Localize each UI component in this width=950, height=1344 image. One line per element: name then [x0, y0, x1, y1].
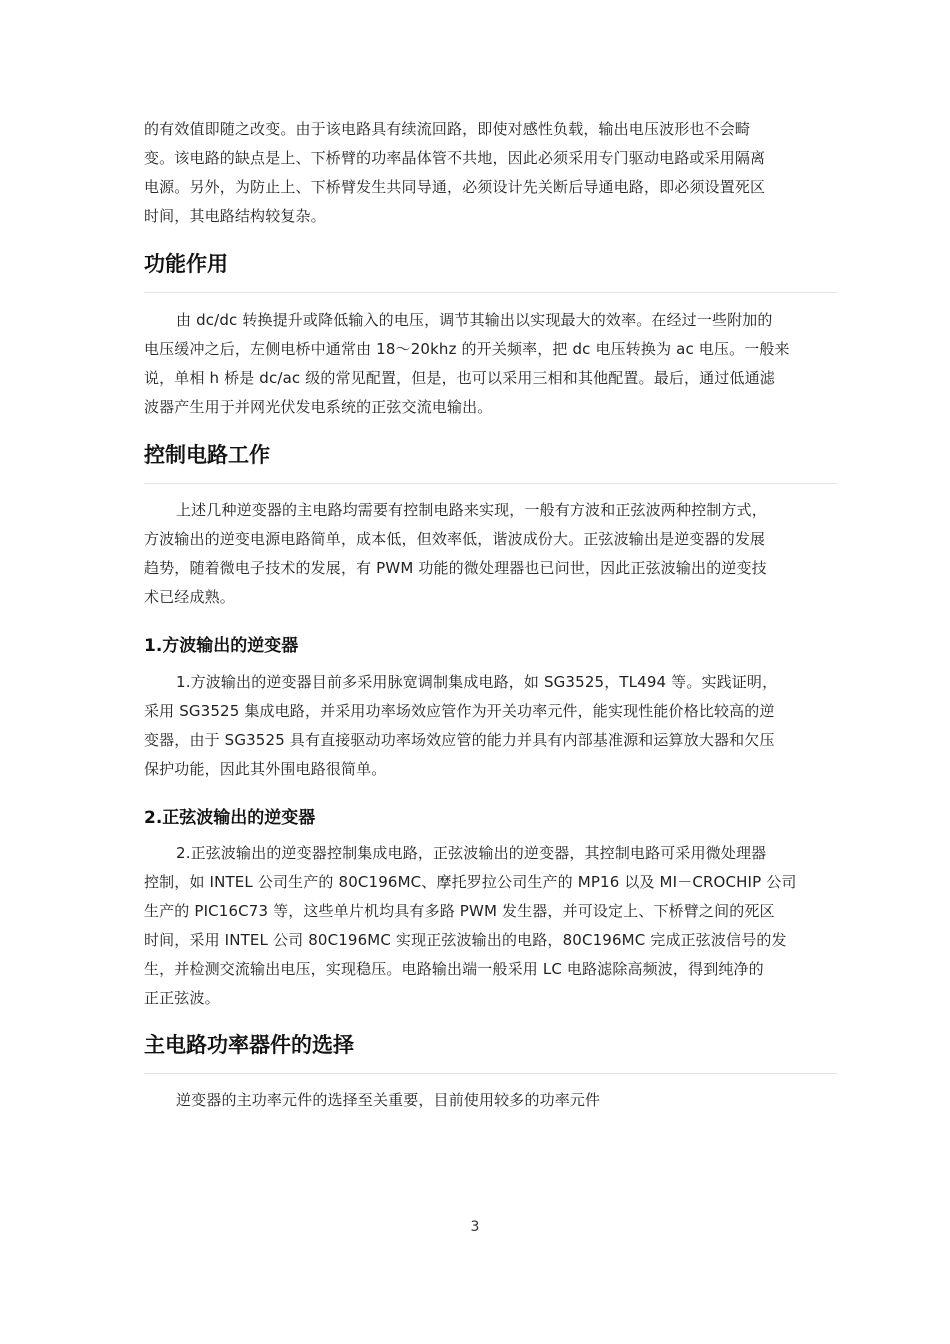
control-line: 趋势，随着微电子技术的发展，有 PWM 功能的微处理器也已问世，因此正弦波输出的逆变技	[144, 559, 767, 577]
function-line: 由 dc/dc 转换提升或降低输入的电压，调节其输出以实现最大的效率。在经过一些附加的	[176, 311, 773, 329]
section-divider	[144, 292, 837, 293]
section-divider-wrap	[144, 1073, 837, 1074]
subsection-square-body	[144, 668, 837, 784]
intro-line: 电源。另外，为防止上、下桥臂发生共同导通，必须设计先关断后导通电路，即必须设置死区	[144, 178, 766, 196]
power-line: 逆变器的主功率元件的选择至关重要，目前使用较多的功率元件	[176, 1091, 601, 1109]
section-power-heading-wrap	[144, 1031, 837, 1059]
square-line: 采用 SG3525 集成电路，并采用功率场效应管作为开关功率元件，能实现性能价格比较高的逆	[144, 702, 775, 720]
section-function-body	[144, 306, 837, 422]
subsection-sine-heading-wrap	[144, 805, 837, 831]
function-line: 波器产生用于并网光伏发电系统的正弦交流电输出。	[144, 398, 493, 416]
square-line: 保护功能，因此其外围电路很简单。	[144, 760, 387, 778]
sine-line: 2.正弦波输出的逆变器控制集成电路，正弦波输出的逆变器，其控制电路可采用微处理器	[176, 844, 767, 862]
section-control-heading-wrap	[144, 441, 837, 469]
control-line: 方波输出的逆变电源电路简单，成本低，但效率低，谐波成份大。正弦波输出是逆变器的发展	[144, 530, 766, 548]
sine-line: 正正弦波。	[144, 989, 220, 1007]
section-heading: 主电路功率器件的选择	[144, 1033, 354, 1057]
section-heading: 功能作用	[144, 252, 228, 276]
square-line: 1.方波输出的逆变器目前多采用脉宽调制集成电路，如 SG3525，TL494 等。实践证明，	[176, 673, 778, 691]
control-line: 术已经成熟。	[144, 588, 235, 606]
intro-paragraph	[144, 115, 837, 231]
subsection-heading: 2.正弦波输出的逆变器	[144, 808, 316, 828]
section-divider-wrap	[144, 483, 837, 484]
square-line: 变器，由于 SG3525 具有直接驱动功率场效应管的能力并具有内部基准源和运算放大器和欠压	[144, 731, 775, 749]
subsection-heading: 1.方波输出的逆变器	[144, 636, 299, 656]
sine-line: 生产的 PIC16C73 等，这些单片机均具有多路 PWM 发生器，并可设定上、下桥臂之间的死区	[144, 902, 775, 920]
page-number: 3	[470, 1219, 480, 1235]
subsection-sine-body	[144, 839, 837, 1013]
sine-line: 时间，采用 INTEL 公司 80C196MC 实现正弦波输出的电路，80C196MC 完成正弦波信号的发	[144, 931, 787, 949]
section-divider-wrap	[144, 292, 837, 293]
sine-line: 生，并检测交流输出电压，实现稳压。电路输出端一般采用 LC 电路滤除高频波，得到纯净的	[144, 960, 764, 978]
section-heading: 控制电路工作	[144, 443, 270, 467]
intro-line: 的有效值即随之改变。由于该电路具有续流回路，即使对感性负载，输出电压波形也不会畸	[144, 120, 751, 138]
section-divider	[144, 1073, 837, 1074]
function-line: 电压缓冲之后，左侧电桥中通常由 18～20khz 的开关频率，把 dc 电压转换为 ac 电压。一般来	[144, 340, 790, 358]
intro-line: 变。该电路的缺点是上、下桥臂的功率晶体管不共地，因此必须采用专门驱动电路或采用隔离	[144, 149, 766, 167]
control-line: 上述几种逆变器的主电路均需要有控制电路来实现，一般有方波和正弦波两种控制方式，	[176, 501, 767, 519]
section-control-body	[144, 496, 837, 612]
function-line: 说，单相 h 桥是 dc/ac 级的常见配置，但是，也可以采用三相和其他配置。最后，通过低通滤	[144, 369, 775, 387]
intro-line: 时间，其电路结构较复杂。	[144, 207, 326, 225]
section-divider	[144, 483, 837, 484]
section-function-heading-wrap	[144, 250, 837, 278]
subsection-square-heading-wrap	[144, 633, 837, 659]
sine-line: 控制，如 INTEL 公司生产的 80C196MC、摩托罗拉公司生产的 MP16 以及 MI－CROCHIP 公司	[144, 873, 797, 891]
section-power-body	[144, 1086, 837, 1115]
